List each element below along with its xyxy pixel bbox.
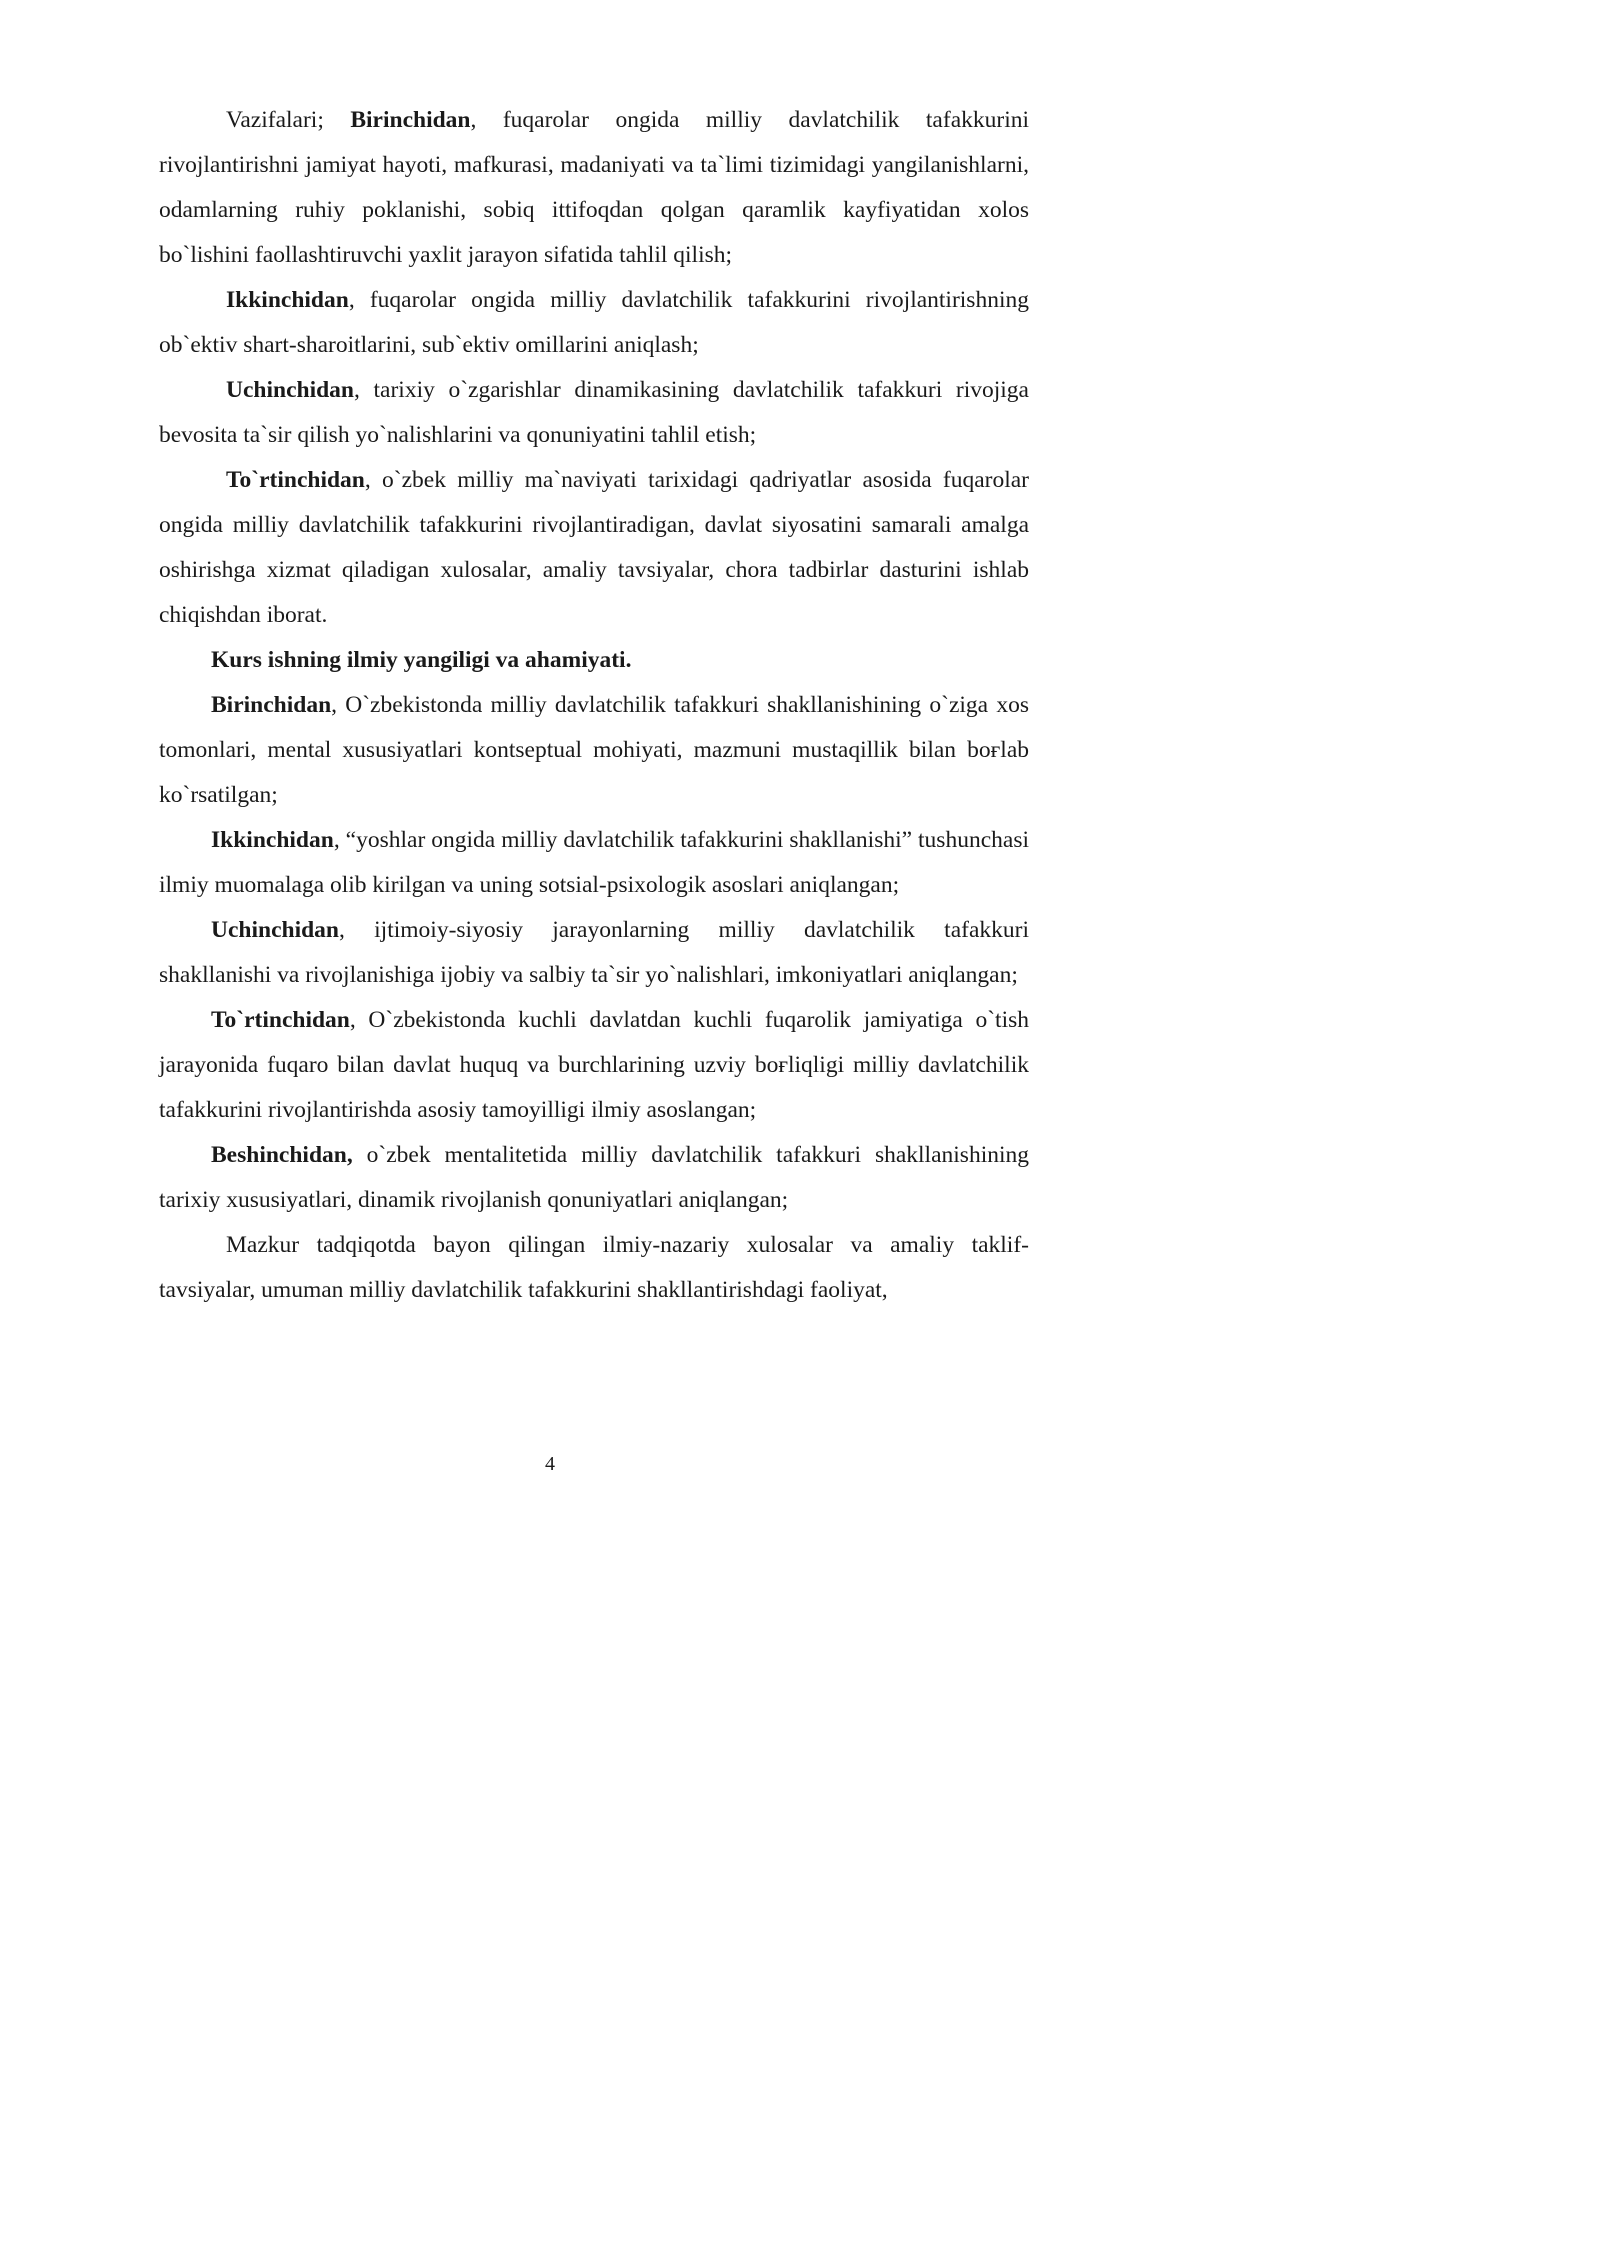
paragraph-heading: To`rtinchidan <box>211 1007 350 1033</box>
paragraph-text: , o`zbek milliy ma`naviyati tarixidagi qadriyatlar asosida fuqarolar ongida milliy davlatchilik tafakkurini rivojlantiradigan, davlat siyosatini samarali amalga oshirishga xizmat qiladigan xulosalar, amaliy tavsiyalar, chora tadbirlar dasturini ishlab chiqishdan iborat. <box>159 467 1029 628</box>
paragraph-heading: Uchinchidan <box>226 377 354 403</box>
section-heading-novelty <box>159 638 1029 683</box>
paragraph-heading: Uchinchidan <box>211 917 339 943</box>
paragraph-text: , fuqarolar ongida milliy davlatchilik tafakkurini rivojlantirishni jamiyat hayoti, mafkurasi, madaniyati va ta`limi tizimidagi yangilanishlarni, odamlarning ruhiy poklanishi, sobiq ittifoqdan qolgan qaramlik kayfiyatidan xolos bo`lishini faollashtiruvchi yaxlit jarayon sifatida tahlil qilish; <box>159 107 1030 268</box>
paragraph-heading: Ikkinchidan <box>211 827 334 853</box>
document-page <box>0 0 1100 1555</box>
paragraph-lead: Vazifalari; <box>226 107 351 133</box>
paragraph-ikkinchidan-1 <box>159 278 1029 368</box>
paragraph-heading: Birinchidan <box>211 692 332 718</box>
paragraph-text: , tarixiy o`zgarishlar dinamikasining davlatchilik tafakkuri rivojiga bevosita ta`sir qilish yo`nalishlarini va qonuniyatini tahlil etish; <box>159 377 1029 448</box>
paragraph-ikkinchidan-2 <box>159 818 1029 908</box>
paragraph-heading: Ikkinchidan <box>226 287 349 313</box>
paragraph-tortinchidan-1 <box>159 458 1029 638</box>
paragraph-uchinchidan-1 <box>159 368 1029 458</box>
paragraph-birinchidan-2 <box>159 683 1029 818</box>
paragraph-text: , O`zbekistonda milliy davlatchilik tafakkuri shakllanishining o`ziga xos tomonlari, mental xususiyatlari kontseptual mohiyati, mazmuni mustaqillik bilan boғlab ko`rsatilgan; <box>159 692 1029 808</box>
paragraph-lead: Mazkur tadqiqotda bayon qilingan ilmiy-nazariy xulosalar va amaliy taklif-tavsiyalar, umuman milliy davlatchilik tafakkurini shakllantirishdagi faoliyat, <box>159 1232 1029 1303</box>
paragraph-text: , fuqarolar ongida milliy davlatchilik tafakkurini rivojlantirishning ob`ektiv shart-sharoitlarini, sub`ektiv omillarini aniqlash; <box>159 287 1029 358</box>
page-number: 4 <box>545 1453 555 1475</box>
paragraph-mazkur <box>159 1223 1029 1313</box>
paragraph-heading: To`rtinchidan <box>226 467 365 493</box>
paragraph-text: , “yoshlar ongida milliy davlatchilik tafakkurini shakllanishi” tushunchasi ilmiy muomalaga olib kirilgan va uning sotsial-psixologik asoslari aniqlangan; <box>159 827 1029 898</box>
paragraph-beshinchidan <box>159 1133 1029 1223</box>
paragraph-text: , ijtimoiy-siyosiy jarayonlarning milliy davlatchilik tafakkuri shakllanishi va rivojlanishiga ijobiy va salbiy ta`sir yo`nalishlari, imkoniyatlari aniqlangan; <box>159 917 1029 988</box>
paragraph-heading: Beshinchidan, <box>211 1142 353 1168</box>
paragraph-vazifalari <box>159 98 1029 278</box>
paragraph-heading: Birinchidan <box>350 107 471 133</box>
section-heading: Kurs ishning ilmiy yangiligi va ahamiyati. <box>211 647 632 673</box>
paragraph-text: o`zbek mentalitetida milliy davlatchilik tafakkuri shakllanishining tarixiy xususiyatlari, dinamik rivojlanish qonuniyatlari aniqlangan; <box>159 1142 1029 1213</box>
paragraph-tortinchidan-2 <box>159 998 1029 1133</box>
paragraph-text: , O`zbekistonda kuchli davlatdan kuchli fuqarolik jamiyatiga o`tish jarayonida fuqaro bilan davlat huquq va burchlarining uzviy boғliqligi milliy davlatchilik tafakkurini rivojlantirishda asosiy tamoyilligi ilmiy asoslangan; <box>159 1007 1029 1123</box>
paragraph-uchinchidan-2 <box>159 908 1029 998</box>
page-body <box>159 98 1029 1313</box>
